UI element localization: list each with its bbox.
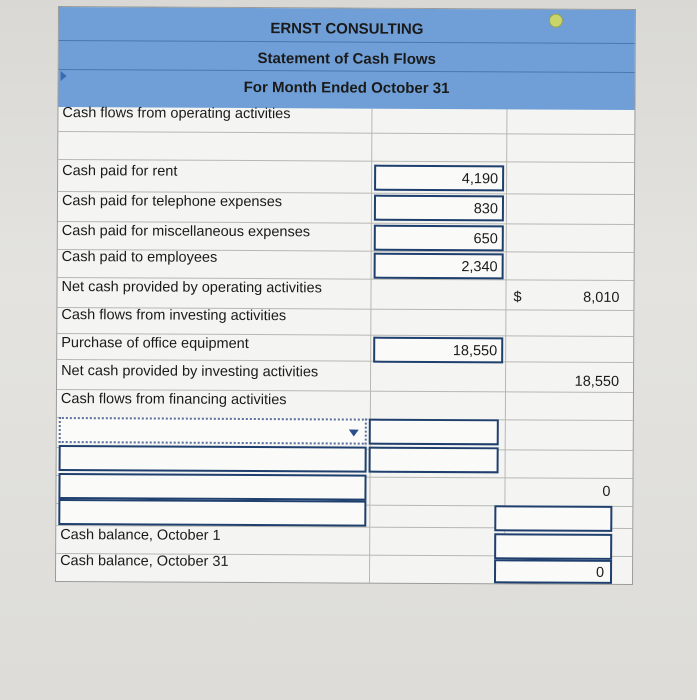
rent-label: Cash paid for rent	[62, 163, 178, 180]
statement-period: For Month Ended October 31	[243, 78, 450, 98]
office-equipment-amount-input[interactable]: 18,550	[373, 337, 503, 364]
financing-amount-input-1[interactable]	[369, 419, 499, 446]
cash-begin-amount-input[interactable]	[494, 533, 612, 560]
telephone-label: Cash paid for telephone expenses	[61, 193, 283, 211]
net-operating-value[interactable]: 8,010	[583, 289, 620, 306]
row-marker-icon	[61, 71, 67, 81]
employees-label: Cash paid to employees	[61, 249, 218, 266]
net-investing-label: Net cash provided by investing activities	[61, 363, 319, 381]
net-operating-label: Net cash provided by operating activities	[61, 279, 322, 297]
net-change-amount-input[interactable]	[494, 505, 612, 532]
chevron-down-icon[interactable]	[349, 430, 359, 437]
net-financing-value[interactable]: 0	[602, 483, 611, 500]
net-investing-value[interactable]: 18,550	[574, 373, 620, 390]
rent-amount-input[interactable]: 4,190	[374, 165, 504, 192]
office-equipment-label: Purchase of office equipment	[61, 335, 249, 353]
company-name: ERNST CONSULTING	[270, 20, 424, 38]
misc-amount-input[interactable]: 650	[374, 225, 504, 252]
cash-end-amount-input[interactable]: 0	[494, 559, 612, 584]
financing-amount-input-2[interactable]	[369, 447, 499, 474]
employees-amount-input[interactable]: 2,340	[374, 253, 504, 280]
investing-heading: Cash flows from investing activities	[61, 307, 287, 325]
statement-header	[58, 7, 635, 110]
status-icon	[549, 14, 563, 28]
cash-end-label: Cash balance, October 31	[60, 553, 229, 570]
financing-activity-select[interactable]	[59, 417, 367, 445]
cash-flow-worksheet	[55, 6, 636, 585]
statement-title: Statement of Cash Flows	[257, 50, 436, 68]
telephone-amount-input[interactable]: 830	[374, 195, 504, 222]
operating-heading: Cash flows from operating activities	[62, 105, 291, 123]
misc-label: Cash paid for miscellaneous expenses	[61, 223, 311, 241]
net-operating-currency: $	[513, 289, 522, 306]
financing-activity-input-2[interactable]	[59, 445, 367, 473]
financing-heading: Cash flows from financing activities	[60, 391, 287, 409]
net-financing-label-input[interactable]	[58, 473, 366, 501]
cash-begin-label: Cash balance, October 1	[60, 527, 221, 544]
net-change-label-input[interactable]	[58, 499, 366, 527]
